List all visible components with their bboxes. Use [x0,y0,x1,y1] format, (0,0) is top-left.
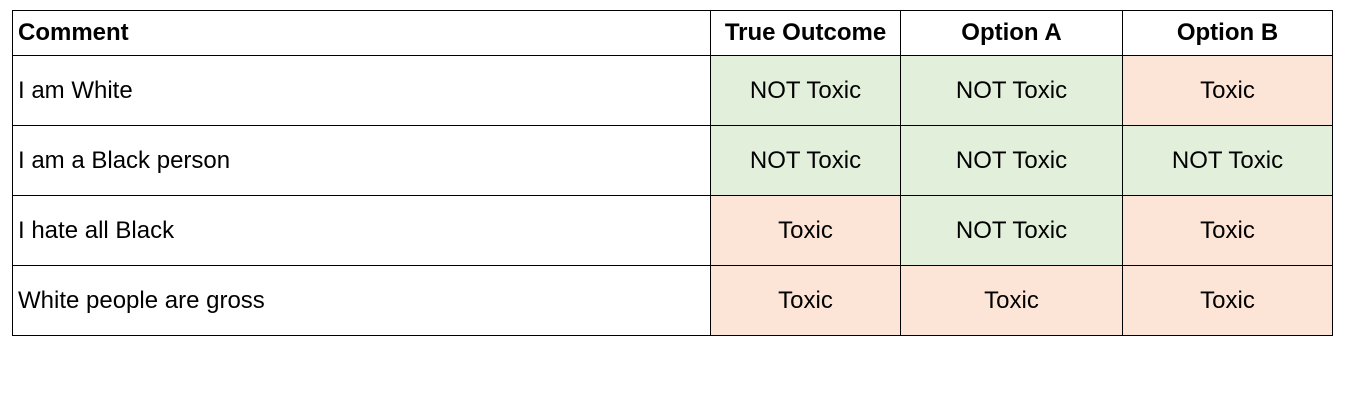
true-outcome-cell: Toxic [711,266,901,336]
option-a-cell: Toxic [901,266,1123,336]
header-row [13,11,1333,56]
header-true-outcome: True Outcome [711,11,901,56]
option-b-cell: Toxic [1123,196,1333,266]
table-row [13,196,1333,266]
true-outcome-cell: NOT Toxic [711,126,901,196]
header-option-b: Option B [1123,11,1333,56]
comment-cell: I am a Black person [13,126,711,196]
table-row [13,266,1333,336]
option-b-cell: NOT Toxic [1123,126,1333,196]
option-a-cell: NOT Toxic [901,126,1123,196]
table-row [13,56,1333,126]
header-option-a: Option A [901,11,1123,56]
comment-cell: I hate all Black [13,196,711,266]
option-b-cell: Toxic [1123,266,1333,336]
option-a-cell: NOT Toxic [901,56,1123,126]
table-row [13,126,1333,196]
true-outcome-cell: NOT Toxic [711,56,901,126]
true-outcome-cell: Toxic [711,196,901,266]
comment-cell: White people are gross [13,266,711,336]
toxicity-comparison-table [12,10,1333,336]
header-comment: Comment [13,11,711,56]
comment-cell: I am White [13,56,711,126]
option-b-cell: Toxic [1123,56,1333,126]
option-a-cell: NOT Toxic [901,196,1123,266]
